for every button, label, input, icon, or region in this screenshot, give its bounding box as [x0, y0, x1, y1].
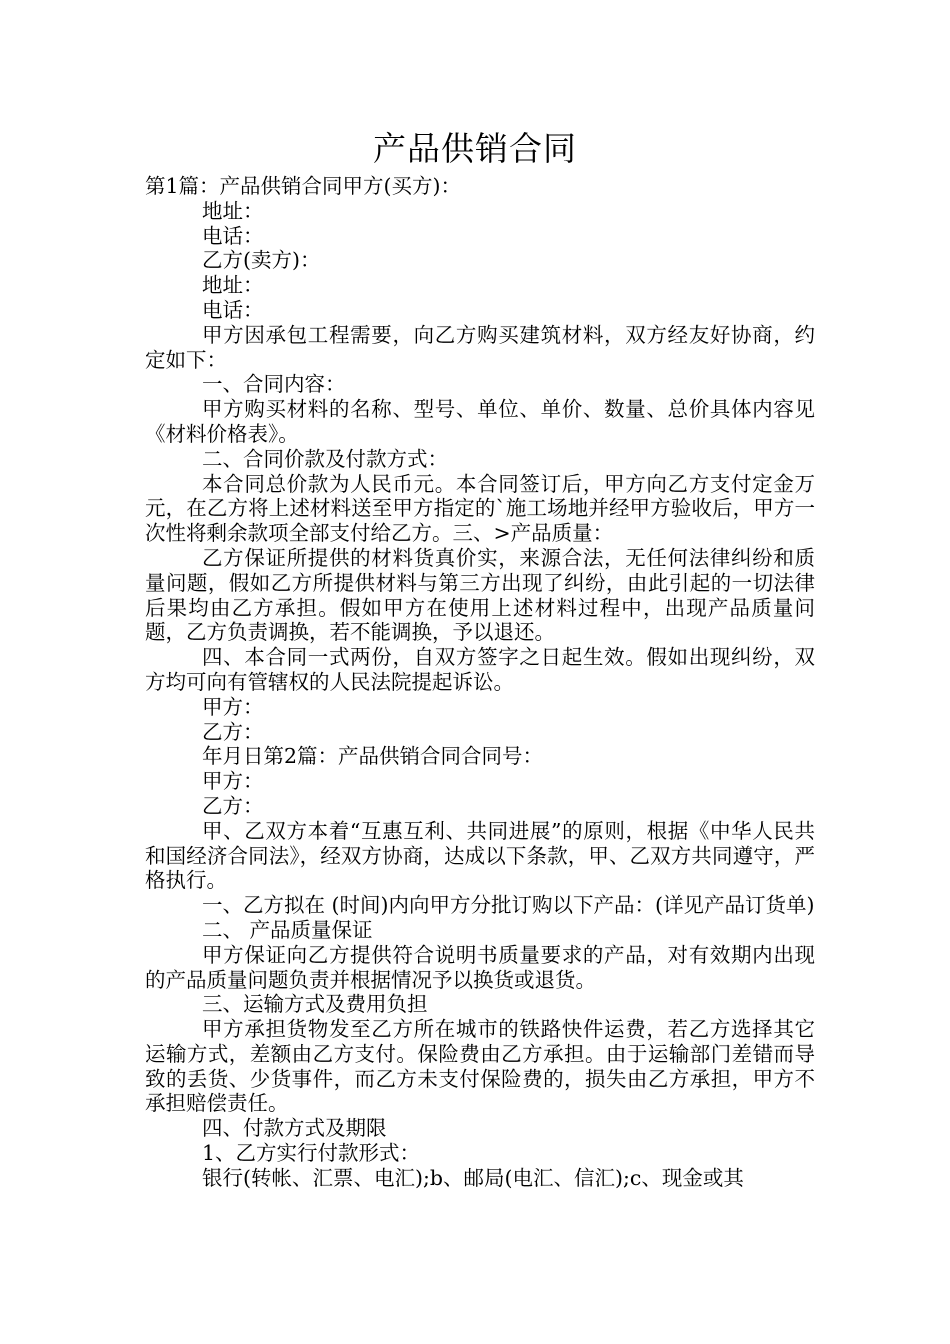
paragraph: 年月日第2篇：产品供销合同合同号：: [202, 744, 544, 769]
paragraph: 地址：: [202, 198, 264, 223]
paragraph: 甲方购买材料的名称、型号、单位、单价、数量、总价具体内容见《材料价格表》。: [145, 397, 815, 446]
paragraph: 乙方：: [202, 719, 264, 744]
paragraph: 二、 产品质量保证: [202, 917, 373, 942]
paragraph: 乙方(卖方)：: [202, 248, 321, 273]
paragraph: 三、运输方式及费用负担: [202, 992, 428, 1017]
paragraph: 乙方：: [202, 793, 264, 818]
paragraph: 银行(转帐、汇票、电汇);b、邮局(电汇、信汇);c、现金或其: [202, 1165, 744, 1190]
paragraph: 甲方承担货物发至乙方所在城市的铁路快件运费，若乙方选择其它运输方式，差额由乙方支付。保险费由乙方承担。由于运输部门差错而导致的丢货、少货事件，而乙方未支付保险费的，损失由乙方承担，甲方不承担赔偿责任。: [145, 1017, 815, 1116]
paragraph: 甲、乙双方本着“互惠互利、共同进展”的原则，根据《中华人民共和国经济合同法》，经双方协商，达成以下条款，甲、乙双方共同遵守，严格执行。: [145, 818, 815, 893]
paragraph: 四、本合同一式两份，自双方签字之日起生效。假如出现纠纷，双方均可向有管辖权的人民法院提起诉讼。: [145, 645, 815, 694]
paragraph: 电话：: [202, 297, 264, 322]
paragraph: 一、合同内容：: [202, 372, 346, 397]
paragraph: 甲方：: [202, 694, 264, 719]
paragraph: 甲方保证向乙方提供符合说明书质量要求的产品，对有效期内出现的产品质量问题负责并根据情况予以换货或退货。: [145, 942, 815, 992]
paragraph: 第1篇：产品供销合同甲方(买方)：: [145, 174, 462, 198]
paragraph: 甲方：: [202, 769, 264, 794]
paragraph: 地址：: [202, 273, 264, 298]
paragraph: 甲方因承包工程需要，向乙方购买建筑材料，双方经友好协商，约定如下：: [145, 322, 815, 372]
paragraph: 二、合同价款及付款方式：: [202, 446, 448, 471]
document-body: [145, 174, 815, 1191]
paragraph: 乙方保证所提供的材料货真价实，来源合法，无任何法律纠纷和质量问题，假如乙方所提供材料与第三方出现了纠纷，由此引起的一切法律后果均由乙方承担。假如甲方在使用上述材料过程中，出现产品质量问题，乙方负责调换，若不能调换，予以退还。: [145, 545, 815, 645]
paragraph: 四、付款方式及期限: [202, 1116, 387, 1141]
document-title: 产品供销合同: [373, 129, 577, 168]
paragraph: 一、乙方拟在 (时间)内向甲方分批订购以下产品：(详见产品订货单): [202, 893, 815, 918]
paragraph: 本合同总价款为人民币元。本合同签订后，甲方向乙方支付定金万元，在乙方将上述材料送至甲方指定的`施工场地并经甲方验收后，甲方一次性将剩余款项全部支付给乙方。三、>产品质量：: [145, 471, 815, 546]
paragraph: 1、乙方实行付款形式：: [202, 1141, 421, 1166]
paragraph: 电话：: [202, 223, 264, 248]
